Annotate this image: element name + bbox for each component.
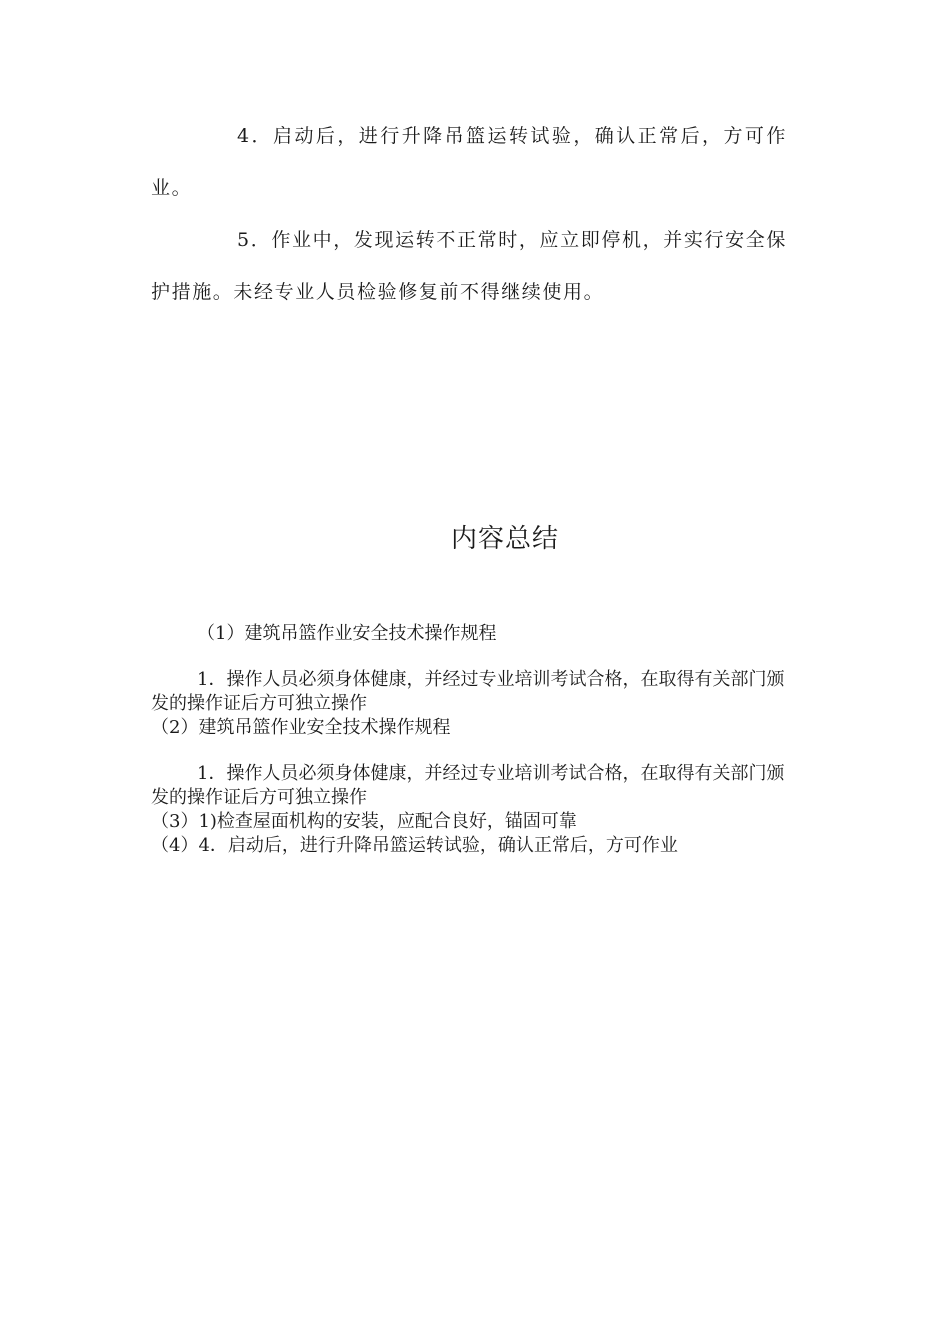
paragraph-item-4: 4．启动后，进行升降吊篮运转试验，确认正常后，方可作业。 xyxy=(151,125,787,199)
summary-item-4: （4）4．启动后，进行升降吊篮运转试验，确认正常后，方可作业 xyxy=(151,835,678,856)
summary-item-2-body: 1．操作人员必须身体健康，并经过专业培训考试合格，在取得有关部门颁发的操作证后方可独立操作 xyxy=(151,763,785,808)
summary-item-3: （3）1)检查屋面机构的安装，应配合良好，锚固可靠 xyxy=(151,811,577,832)
summary-item-1-body: 1．操作人员必须身体健康，并经过专业培训考试合格，在取得有关部门颁发的操作证后方可独立操作 xyxy=(151,669,785,714)
summary-spacer xyxy=(151,646,791,668)
summary-section xyxy=(151,622,791,858)
summary-item-1-heading: （1）建筑吊篮作业安全技术操作规程 xyxy=(197,623,497,644)
paragraph-item-5: 5．作业中，发现运转不正常时，应立即停机，并实行安全保护措施。未经专业人员检验修复前不得继续使用。 xyxy=(151,229,787,303)
summary-spacer xyxy=(151,740,791,762)
summary-title: 内容总结 xyxy=(450,524,559,554)
summary-item-2-heading: （2）建筑吊篮作业安全技术操作规程 xyxy=(151,717,451,738)
